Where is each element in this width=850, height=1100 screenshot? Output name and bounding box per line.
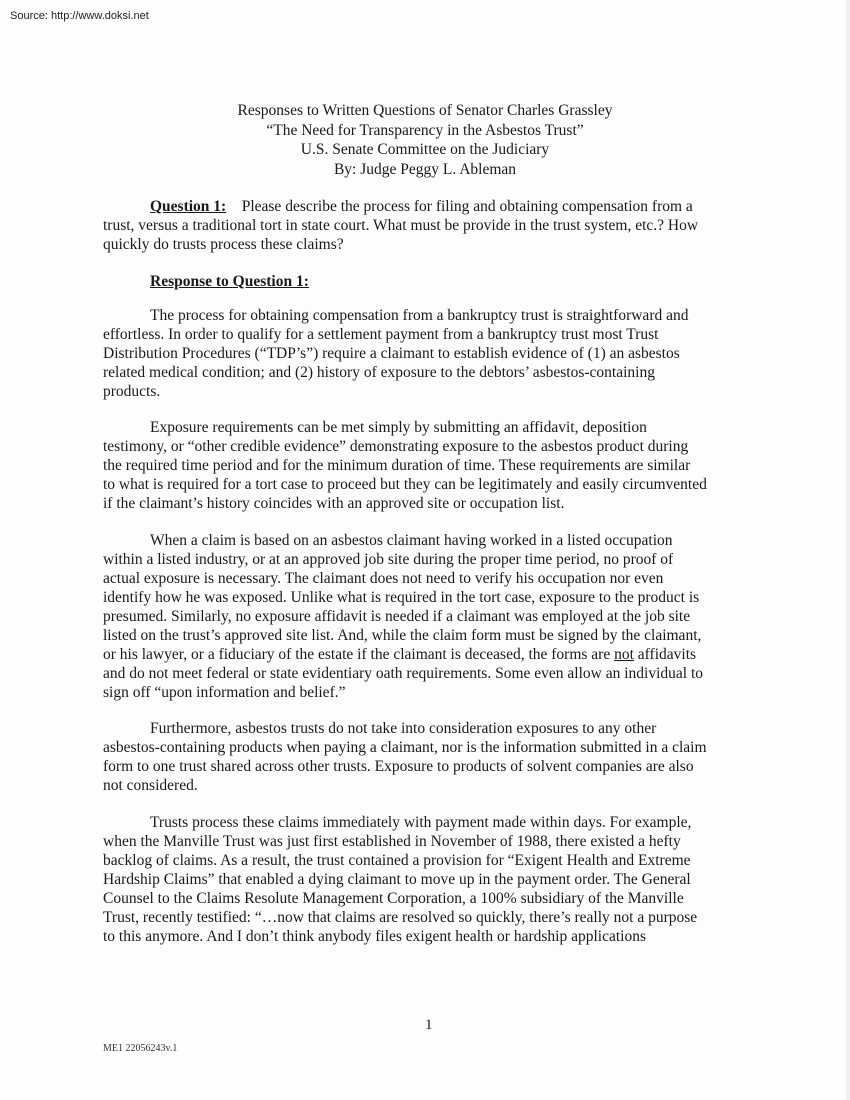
paragraph-line: Hardship Claims” that enabled a dying claimant to move up in the payment order. The General [103,871,691,888]
paragraph-line: Distribution Procedures (“TDP’s”) require a claimant to establish evidence of (1) an asbestos [103,345,680,362]
paragraph-line: sign off “upon information and belief.” [103,684,346,701]
paragraph-line: When a claim is based on an asbestos claimant having worked in a listed occupation [150,532,673,549]
paragraph-line: The process for obtaining compensation from a bankruptcy trust is straightforward and [150,307,689,324]
paragraph-line: to this anymore. And I don’t think anybody files exigent health or hardship applications [103,928,646,945]
paragraph-line: to what is required for a tort case to proceed but they can be legitimately and easily circumvented [103,476,707,493]
question-text: Please describe the process for filing and obtaining compensation from a [241,198,693,215]
page-edge-divider [846,0,850,1100]
paragraph-line: if the claimant’s history coincides with an approved site or occupation list. [103,495,565,512]
emphasis-not: not [614,646,634,663]
paragraph-line: backlog of claims. As a result, the trust contained a provision for “Exigent Health and Extreme [103,852,691,869]
paragraph-line: listed on the trust’s approved site list. And, while the claim form must be signed by the claimant, [103,627,702,644]
paragraph-line: not considered. [103,777,198,794]
paragraph-text: affidavits [633,646,697,663]
question-line: quickly do trusts process these claims? [103,236,344,253]
paragraph-line: form to one trust shared across other trusts. Exposure to products of solvent companies are also [103,758,694,775]
paragraph-text: or his lawyer, or a fiduciary of the estate if the claimant is deceased, the forms are [103,646,615,663]
paragraph-line: asbestos-containing products when paying a claimant, nor is the information submitted in a claim [103,739,707,756]
title-line: U.S. Senate Committee on the Judiciary [300,141,550,158]
paragraph-line: presumed. Similarly, no exposure affidavit is needed if a claimant was employed at the job site [103,608,691,625]
page-number: 1 [425,1017,433,1033]
title-line: “The Need for Transparency in the Asbestos Trust” [266,121,584,139]
paragraph-line: related medical condition; and (2) history of exposure to the debtors’ asbestos-containing [103,364,655,381]
question-line [150,197,693,217]
document-title-block [0,101,850,179]
paragraph-line: within a listed industry, or at an approved job site during the proper time period, no proof of [103,551,674,568]
title-line: Responses to Written Questions of Senator Charles Grassley [237,102,613,119]
paragraph-line: identify how he was exposed. Unlike what is required in the tort case, exposure to the product is [103,589,700,606]
author-line: By: Judge Peggy L. Ableman [333,160,517,178]
paragraph-line: effortless. In order to qualify for a settlement payment from a bankruptcy trust most Trust [103,326,659,343]
response-heading: Response to Question 1: [150,273,309,290]
paragraph-line: products. [103,383,161,400]
question-line: trust, versus a traditional tort in state court. What must be provide in the trust system, etc.? How [103,217,699,234]
paragraph-line [103,645,696,665]
paragraph-line: Counsel to the Claims Resolute Management Corporation, a 100% subsidiary of the Manville [103,890,684,907]
paragraph-line: Trusts process these claims immediately with payment made within days. For example, [150,814,692,831]
paragraph-line: Furthermore, asbestos trusts do not take into consideration exposures to any other [150,720,657,737]
paragraph-line: testimony, or “other credible evidence” demonstrating exposure to the asbestos product during [103,438,689,455]
paragraph-line: Trust, recently testified: “…now that claims are resolved so quickly, there’s really not a purpose [103,909,698,926]
paragraph-line: when the Manville Trust was just first established in November of 1988, there existed a hefty [103,833,681,850]
question-label: Question 1: [150,198,227,215]
paragraph-line: Exposure requirements can be met simply by submitting an affidavit, deposition [150,419,647,436]
document-id: ME1 22056243v.1 [103,1043,178,1054]
paragraph-line: and do not meet federal or state evidentiary oath requirements. Some even allow an individual to [103,665,704,682]
source-label: Source: http://www.doksi.net [10,10,149,22]
paragraph-line: the required time period and for the minimum duration of time. These requirements are similar [103,457,691,474]
paragraph-line: actual exposure is necessary. The claimant does not need to verify his occupation nor even [103,570,664,587]
